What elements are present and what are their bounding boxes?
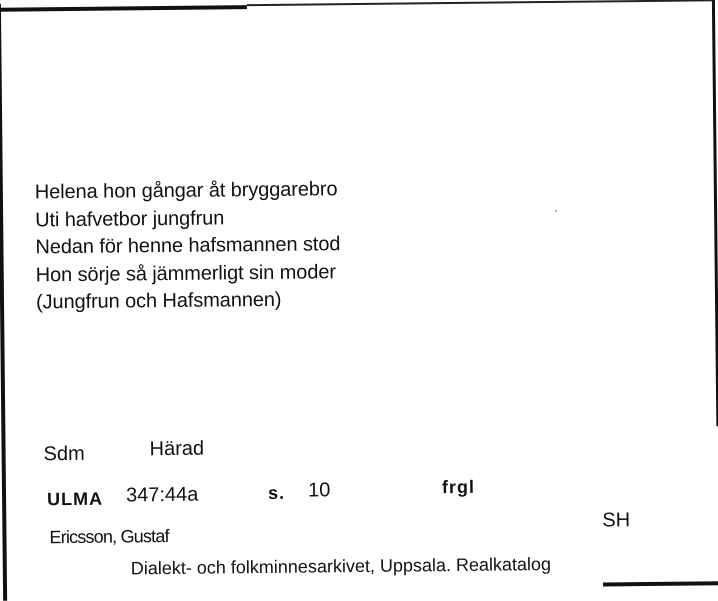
card-bottom-edge: [603, 581, 718, 586]
verse-line: Hon sörje så jämmerligt sin moder: [35, 260, 336, 286]
verse-line: Uti hafvetbor jungfrun: [35, 206, 225, 231]
paper-speck: [555, 210, 557, 212]
archive-number: 347:44a: [125, 483, 199, 507]
collector-name: Ericsson, Gustaf: [49, 526, 169, 548]
card-top-edge-shadow: [0, 5, 247, 12]
card-top-edge: [247, 0, 715, 6]
verse-line: Helena hon gångar åt bryggarebro: [34, 178, 338, 204]
page-number: 10: [307, 479, 331, 502]
card-left-edge: [0, 4, 7, 601]
card-right-edge: [712, 0, 718, 426]
district-label: Härad: [149, 437, 205, 461]
verse-text: [35, 176, 341, 317]
collector-initials: SH: [602, 509, 631, 532]
archive-code: ULMA: [46, 488, 104, 510]
archive-footer: Dialekt- och folkminnesarkivet, Uppsala. Realkatalog: [130, 554, 552, 579]
verse-line: Nedan för henne hafsmannen stod: [35, 233, 341, 259]
province-code: Sdm: [43, 442, 85, 466]
verse-title: (Jungfrun och Hafsmannen): [35, 288, 282, 314]
page-label: s.: [267, 482, 286, 503]
genre-code: frgl: [441, 476, 476, 498]
